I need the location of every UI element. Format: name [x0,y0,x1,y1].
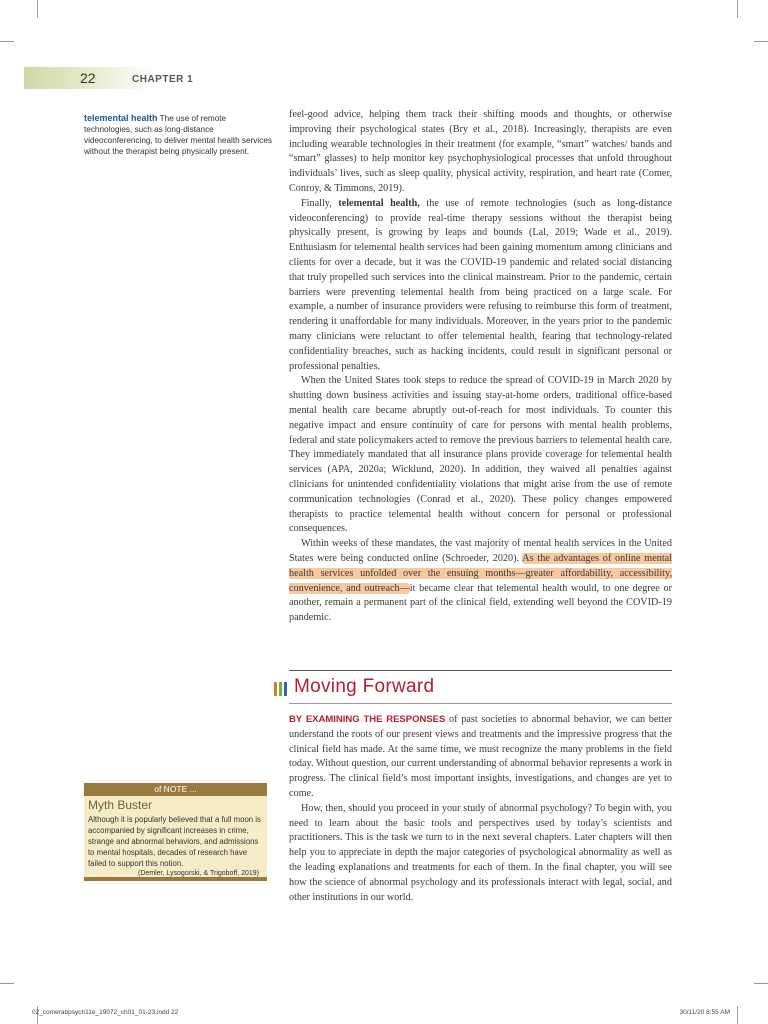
paragraph [289,537,672,626]
key-term: telemental health, [338,197,420,209]
text-run: Finally, [301,197,339,209]
highlighted-text: As the advantages of online mental health services unfolded over the ensuing months—greater affordability, accessibility, convenience, and outreach— [289,552,673,594]
section-rule [289,670,672,671]
section-rule [289,703,672,704]
crop-mark [754,41,768,42]
note-box [84,783,267,881]
text-run: it became clear that telemental health would, to one degree or another, remain a permanent part of the clinical field, extending well beyond the COVID-19 pandemic. [289,582,672,624]
section-bars-icon [274,682,290,696]
paragraph [289,713,672,802]
note-header: of NOTE ... [84,783,267,796]
crop-mark [0,41,14,42]
crop-mark [737,1006,738,1024]
text-run: the use of remote technologies (such as long-distance videoconferencing) to provide real-time therapy sessions without the therapist being physically present, is growing by leaps and bounds (Lal, 2019; Wade et al., 2019). Enthusiasm for telemental health services had been gaining momentum among clinicians and clients for over a decade, but it was the COVID-19 pandemic and related social distancing that truly propelled such services into the clinical mainstream. Prior to the pandemic, certain barriers were preventing telemental health from being practiced on a large scale. For example, a number of insurance providers were refusing to reimburse this form of treatment, rendering it unaffordable for many individuals. Moreover, in the years prior to the pandemic many clinicians were reluctant to offer telemental health, fearing that technology-related confidentiality breaches, such as hacking incidents, could result in significant personal or professional penalties. [289,197,672,372]
lead-in: BY EXAMINING THE RESPONSES [289,714,446,725]
definition-term: telemental health [84,113,158,123]
margin-definition [84,113,272,157]
crop-mark [0,983,14,984]
text-run: of past societies to abnormal behavior, we can better understand the roots of our present views and treatments and the impressive progress that the clinical field has made. At the same time, we must recognize the many problems in the field today. Without question, our current understanding of abnormal behavior represents a work in progress. The clinical field’s most important insights, investigations, and changes are yet to come. [289,714,672,799]
paragraph [289,197,672,375]
definition-text: The use of remote technologies, such as long-distance videoconferencing, to deliver mental health services without the therapist being physically present. [84,114,272,156]
paragraph: When the United States took steps to reduce the spread of COVID-19 in March 2020 by shutting down business activities and issuing stay-at-home orders, traditional office-based mental health care became abruptly out-of-reach for most individuals. To counter this negative impact and ensure continuity of care for persons with mental health problems, federal and state policymakers acted to remove the previous barriers to telemental health care. They immediately mandated that all insurance plans provide coverage for telemental health services (APA, 2020a; Wicklund, 2020). In addition, they waived all penalties against clinicians for unintended confidentiality violations that might arise from the use of remote communication technologies (Conrad et al., 2020). These policy changes empowered therapists to practice telemental health without concern for personal or professional consequences. [289,375,672,535]
text-run: Within weeks of these mandates, the vast majority of mental health services in the United States were being conducted online (Schroeder, 2020). [289,538,672,564]
page-number: 22 [80,70,96,86]
crop-mark [737,0,738,18]
section-title: Moving Forward [294,676,435,697]
footer-filename: 02_comerabpsych11e_19072_ch01_01-23.indd 22 [32,1009,179,1016]
note-title: Myth Buster [88,798,153,812]
body-text [289,108,672,626]
paragraph: feel-good advice, helping them track their shifting moods and thoughts, or otherwise improving their psychological states (Bry et al., 2018). Increasingly, therapists are even including wearable technologies in their treatment (for example, “smart” watches/ bands and “smart” glasses) to help monitor key psychophysiological processes that unfold throughout individuals’ lives, such as sleep quality, physical activity, respiration, and heart rate (Comer, Conroy, & Timmons, 2019). [289,109,672,194]
section-text [289,713,672,905]
footer-timestamp: 30/11/20 8:55 AM [679,1009,730,1016]
chapter-label: CHAPTER 1 [132,74,194,85]
note-citation: (Demler, Lysogorski, & Trigoboff, 2019) [138,870,259,877]
crop-mark [754,983,768,984]
note-text: Although it is popularly believed that a full moon is accompanied by significant increases in crime, strange and abnormal behaviors, and admissions to mental hospitals, decades of research have failed to support this notion. [88,815,261,868]
paragraph: How, then, should you proceed in your study of abnormal psychology? To begin with, you need to learn about the basic tools and perspectives used by today’s scientists and practitioners. This is the task we turn to in the next several chapters. Later chapters will then help you to appreciate in depth the major categories of psychological abnormality as well as the leading explanations and treatments for each of them. In the final chapter, you will see how the science of abnormal psychology and its professionals interact with legal, social, and other institutions in our world. [289,802,672,903]
crop-mark [37,0,38,18]
